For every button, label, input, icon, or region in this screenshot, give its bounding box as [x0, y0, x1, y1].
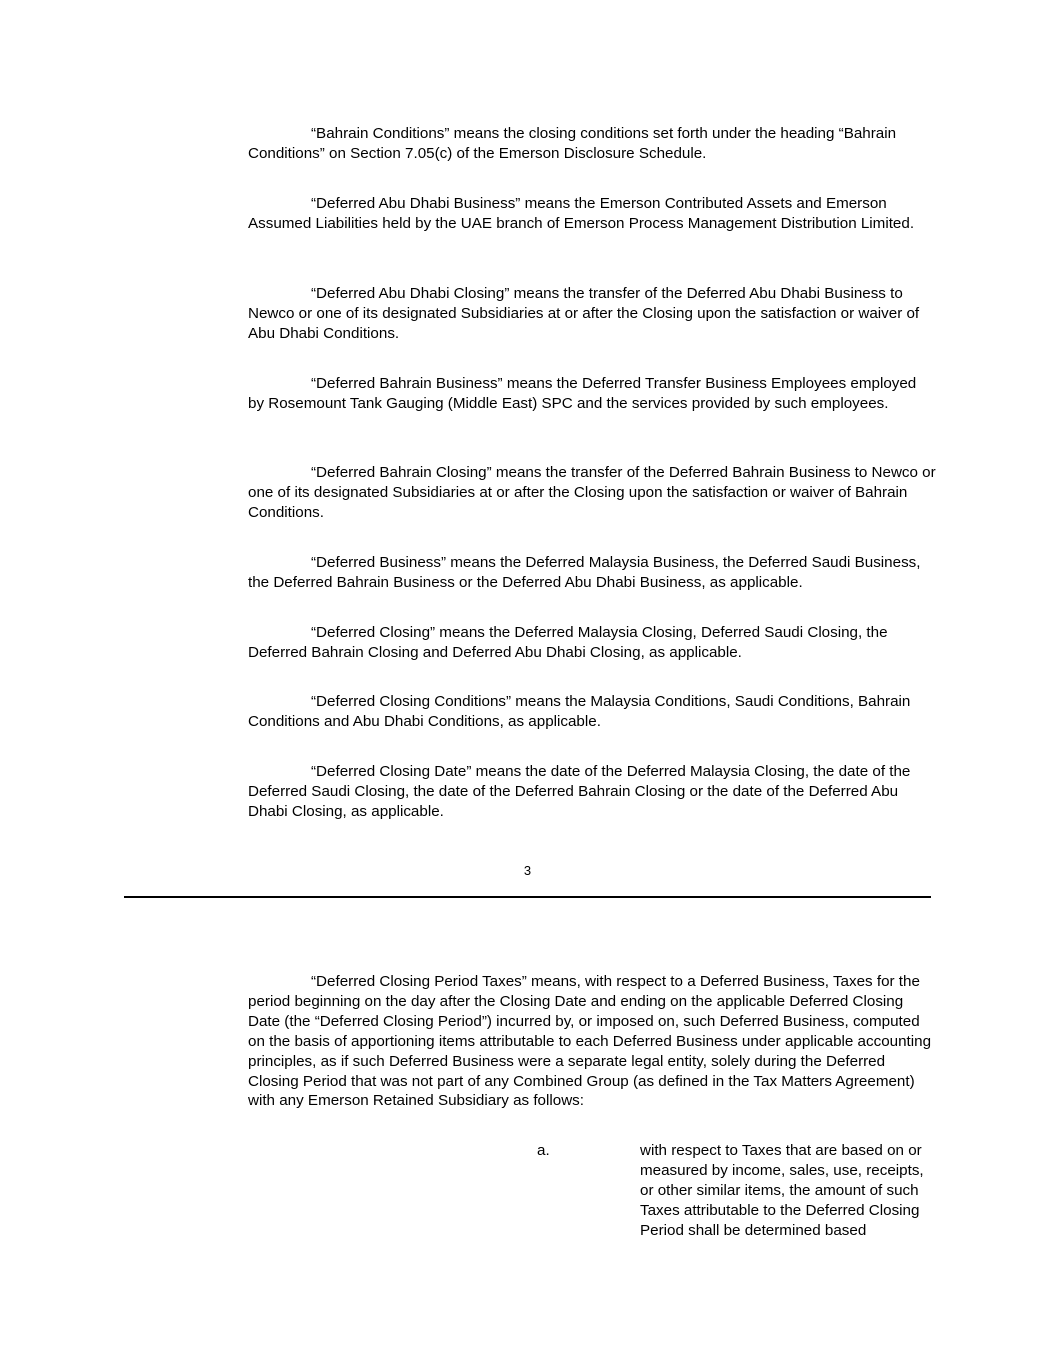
list-item-text: with respect to Taxes that are based on or measured by income, sales, use, receipts, or other similar items, the amount of such Taxes attributable to the Deferred Closing Period shall be determined based [640, 1142, 924, 1239]
definition-deferred-abu-dhabi-closing: “Deferred Abu Dhabi Closing” means the transfer of the Deferred Abu Dhabi Business to Newco or one of its designated Subsidiaries at or after the Closing upon the satisfaction or waiver of Abu Dhabi Conditions. [248, 285, 920, 342]
definition-deferred-closing-period-taxes: “Deferred Closing Period Taxes” means, with respect to a Deferred Business, Taxes for the period beginning on the day after the Closing Date and ending on the applicable Deferred Closing Date (the “Deferred Closing Period”) incurred by, or imposed on, such Deferred Business, computed on the basis of apportioning items attributable to each Deferred Business under applicable accounting principles, as if such Deferred Business were a separate legal entity, solely during the Deferred Closing Period that was not part of any Combined Group (as defined in the Tax Matters Agreement) with any Emerson Retained Subsidiary as follows: [248, 973, 932, 1110]
list-item-marker: a. [537, 1142, 550, 1159]
definition-deferred-closing-date: “Deferred Closing Date” means the date of the Deferred Malaysia Closing, the date of the Deferred Saudi Closing, the date of the Deferred Bahrain Closing or the date of the Deferred Abu Dhabi Closing, as applicable. [248, 763, 911, 820]
definition-deferred-bahrain-business: “Deferred Bahrain Business” means the Deferred Transfer Business Employees employed by Rosemount Tank Gauging (Middle East) SPC and the services provided by such employees. [248, 375, 917, 412]
definition-deferred-closing: “Deferred Closing” means the Deferred Malaysia Closing, Deferred Saudi Closing, the Deferred Bahrain Closing and Deferred Abu Dhabi Closing, as applicable. [248, 624, 888, 661]
page-number: 3 [523, 863, 532, 878]
definition-bahrain-conditions: “Bahrain Conditions” means the closing conditions set forth under the heading “Bahrain Conditions” on Section 7.05(c) of the Emerson Disclosure Schedule. [248, 125, 897, 162]
definition-deferred-business: “Deferred Business” means the Deferred Malaysia Business, the Deferred Saudi Business, the Deferred Bahrain Business or the Deferred Abu Dhabi Business, as applicable. [248, 554, 921, 591]
page-break-divider [124, 896, 931, 898]
definition-deferred-bahrain-closing: “Deferred Bahrain Closing” means the transfer of the Deferred Bahrain Business to Newco or one of its designated Subsidiaries at or after the Closing upon the satisfaction or waiver of Bahrain Conditions. [248, 464, 936, 521]
definition-deferred-closing-conditions: “Deferred Closing Conditions” means the Malaysia Conditions, Saudi Conditions, Bahrain Conditions and Abu Dhabi Conditions, as applicable. [248, 693, 911, 730]
definition-deferred-abu-dhabi-business: “Deferred Abu Dhabi Business” means the Emerson Contributed Assets and Emerson Assumed Liabilities held by the UAE branch of Emerson Process Management Distribution Limited. [248, 195, 915, 232]
